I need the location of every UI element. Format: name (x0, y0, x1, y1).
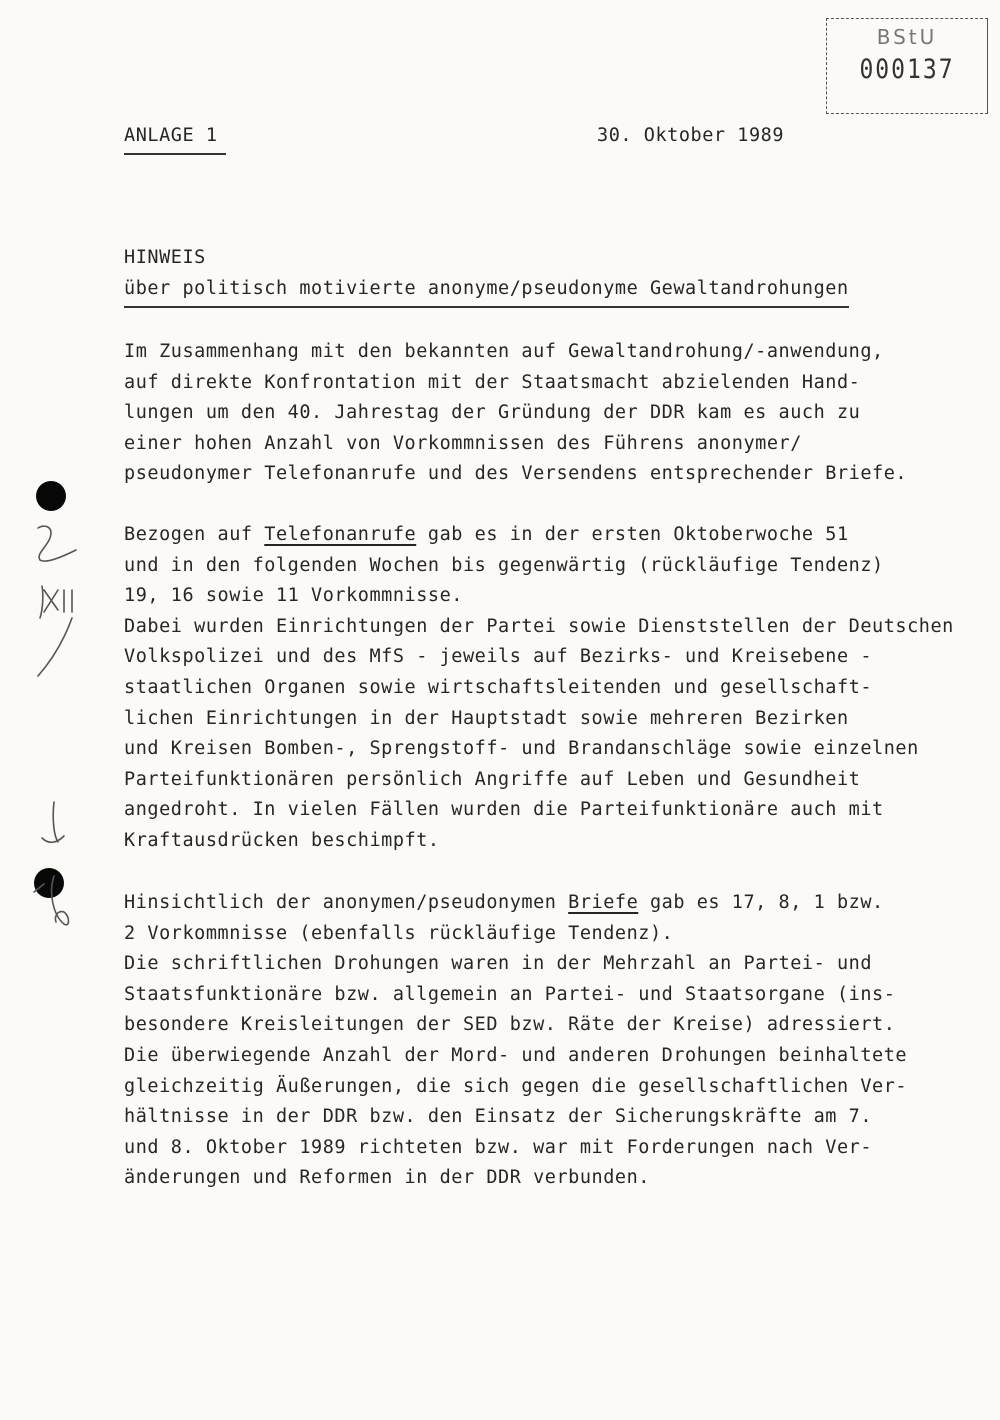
paragraph-line: lungen um den 40. Jahrestag der Gründung der DDR kam es auch zu (124, 402, 861, 424)
paragraph-line: und 8. Oktober 1989 richteten bzw. war mit Forderungen nach Ver- (124, 1136, 873, 1158)
stamp-number: 000137 (859, 55, 955, 85)
document-date: 30. Oktober 1989 (597, 125, 785, 146)
archive-stamp (826, 18, 988, 114)
paragraph-line: Dabei wurden Einrichtungen der Partei sowie Dienststellen der Deutschen (124, 615, 954, 637)
paragraph-line: angedroht. In vielen Fällen wurden die Parteifunktionäre auch mit (124, 799, 884, 821)
paragraph-line: 19, 16 sowie 11 Vorkommnisse. (124, 585, 463, 607)
text-segment: Bezogen auf (124, 524, 265, 545)
paragraph-line: Staatsfunktionäre bzw. allgemein an Partei- und Staatsorgane (ins- (124, 983, 896, 1005)
paragraph-line: änderungen und Reformen in der DDR verbunden. (124, 1167, 650, 1189)
underlined-term-briefe: Briefe (568, 892, 639, 913)
paragraph-line: und Kreisen Bomben-, Sprengstoff- und Brandanschläge sowie einzelnen (124, 738, 919, 760)
paragraph-line: 2 Vorkommnisse (ebenfalls rückläufige Tendenz). (124, 922, 674, 944)
underlined-term-telefonanrufe: Telefonanrufe (264, 524, 417, 545)
paragraph-line (124, 888, 884, 919)
paragraph-line: einer hohen Anzahl von Vorkommnissen des Führens anonymer/ (124, 432, 802, 454)
paragraph-line: Die schriftlichen Drohungen waren in der Mehrzahl an Partei- und (124, 953, 873, 975)
paragraph-line: besondere Kreisleitungen der SED bzw. Räte der Kreise) adressiert. (124, 1014, 896, 1036)
paragraph-line: pseudonymer Telefonanrufe und des Versendens entsprechender Briefe. (124, 463, 908, 485)
paragraph-line: Im Zusammenhang mit den bekannten auf Gewaltandrohung/-anwendung, (124, 341, 884, 362)
stamp-org: BStU (876, 25, 938, 49)
paragraph-line: Volkspolizei und des MfS - jeweils auf Bezirks- und Kreisebene - (124, 646, 873, 668)
paragraph-line (124, 520, 849, 551)
text-segment: Hinsichtlich der anonymen/pseudonymen (124, 892, 569, 913)
handwritten-margin-marks (24, 520, 104, 950)
subheading: über politisch motivierte anonyme/pseudonyme Gewaltandrohungen (124, 274, 849, 308)
paragraph-line: Kraftausdrücken beschimpft. (124, 830, 440, 851)
paragraph-line: auf direkte Konfrontation mit der Staatsmacht abzielenden Hand- (124, 371, 861, 393)
text-segment: gab es in der ersten Oktoberwoche 51 (416, 524, 849, 545)
paragraph-line: hältnisse in der DDR bzw. den Einsatz der Sicherungskräfte am 7. (124, 1106, 873, 1128)
punch-hole (36, 481, 66, 511)
heading: HINWEIS (124, 247, 206, 268)
paragraph-line: lichen Einrichtungen in der Hauptstadt sowie mehreren Bezirken (124, 707, 849, 729)
text-segment: gab es 17, 8, 1 bzw. (638, 892, 884, 913)
paragraph-line: gleichzeitig Äußerungen, die sich gegen die gesellschaftlichen Ver- (124, 1075, 908, 1097)
paragraph-line: staatlichen Organen sowie wirtschaftsleitenden und gesellschaft- (124, 677, 873, 698)
annex-label: ANLAGE 1 (124, 121, 226, 155)
paragraph-line: und in den folgenden Wochen bis gegenwärtig (rückläufige Tendenz) (124, 554, 884, 576)
paragraph-line: Parteifunktionären persönlich Angriffe auf Leben und Gesundheit (124, 768, 861, 790)
paragraph-line: Die überwiegende Anzahl der Mord- und anderen Drohungen beinhaltete (124, 1045, 908, 1066)
